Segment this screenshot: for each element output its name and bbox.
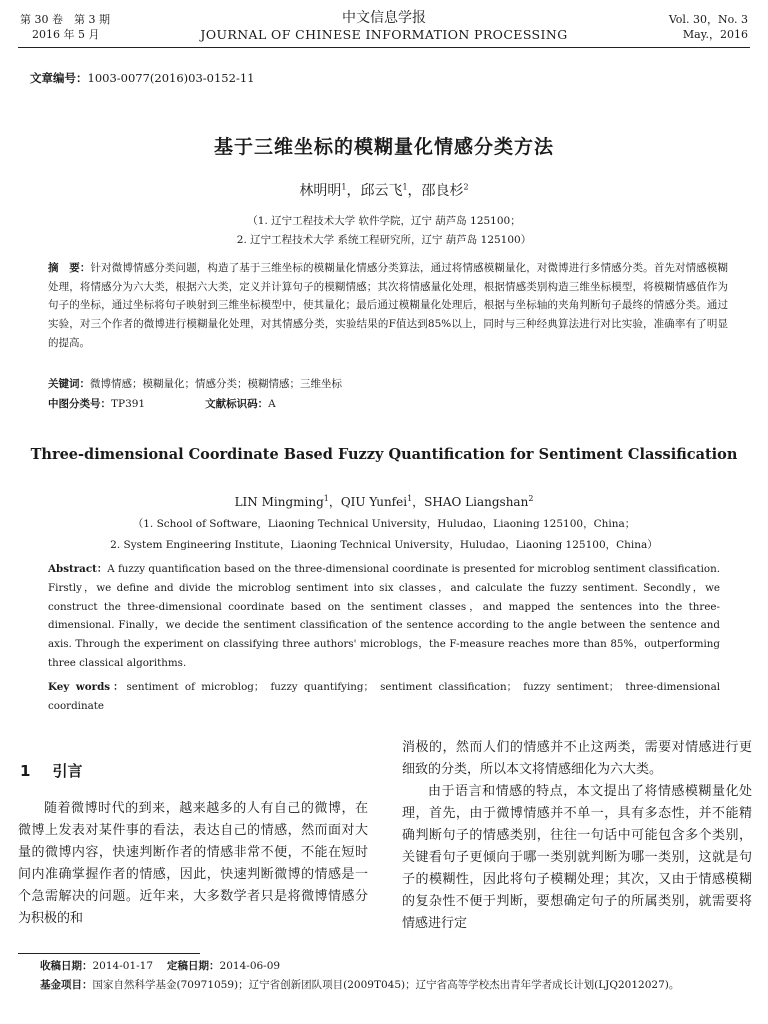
running-header-center <box>160 10 608 42</box>
author-name: 林明明 <box>299 183 342 199</box>
body-paragraph: 消极的，然而人们的情感并不止这两类，需要对情感进行更细致的分类，所以本文将情感细化为六大类。 <box>402 740 752 777</box>
author-affiliation-mark: 2 <box>528 494 534 503</box>
keywords-en-label: Key words： <box>48 681 127 693</box>
abstract-cn-label: 摘 要： <box>48 262 91 274</box>
author-name: ，邵良杉 <box>407 183 464 199</box>
body-paragraph: 随着微博时代的到来，越来越多的人有自己的微博，在微博上发表对某件事的看法，表达自己的情感，然而面对大量的微博内容，快速判断作者的情感非常不便，不能在短时间内准确掌握作者的情感，因此，快速判断微博的情感是一个急需解决的问题。近年来，大多数学者只是将微博情感分为积极的和 <box>18 801 368 926</box>
running-header-left <box>20 12 170 42</box>
classification-line <box>48 395 448 414</box>
article-number-label: 文章编号： <box>30 71 88 85</box>
authors-en <box>0 493 768 510</box>
section-number: 1 <box>20 762 31 780</box>
author-name: ，SHAO Liangshan <box>412 495 529 509</box>
funding-label: 基金项目： <box>40 979 93 991</box>
keywords-cn-label: 关键词： <box>48 378 90 390</box>
clc-value: TP391 <box>111 398 146 410</box>
author-affiliation-mark: 1 <box>323 494 329 503</box>
running-header-right <box>588 12 748 42</box>
paper-title-cn: 基于三维坐标的模糊量化情感分类方法 <box>213 136 554 158</box>
date-cn: 2016 年 5 月 <box>32 28 100 41</box>
affiliations-en <box>0 514 768 556</box>
author-affiliation-mark: 1 <box>341 182 347 192</box>
journal-name-en: JOURNAL OF CHINESE INFORMATION PROCESSING <box>200 27 568 42</box>
affiliations-cn <box>0 212 768 250</box>
received-date: 2014-01-17 <box>92 960 154 972</box>
keywords-en <box>48 678 720 716</box>
affiliation-line: （1. 辽宁工程技术大学 软件学院，辽宁 葫芦岛 125100； <box>247 215 521 227</box>
volume-issue-en: Vol. 30，No. 3 <box>668 13 748 26</box>
body-column-right <box>402 737 752 935</box>
header-rule <box>18 47 750 48</box>
author-affiliation-mark: 1 <box>402 182 408 192</box>
final-date: 2014-06-09 <box>219 960 281 972</box>
keywords-cn-text: 微博情感；模糊量化；情感分类；模糊情感；三维坐标 <box>90 378 342 390</box>
clc-label: 中图分类号： <box>48 398 111 410</box>
author-name: LIN Mingming <box>234 495 324 509</box>
abstract-cn-text: 针对微博情感分类问题，构造了基于三维坐标的模糊量化情感分类算法，通过将情感模糊量化，对微博进行多情感分类。首先对情感模糊处理，将情感分为六大类，根据六大类，定义并计算句子的模糊情感；其次将情感量化处理，根据情感类别构造三维坐标模型，将模糊情感值作为句子的坐标，通过坐标将句子映射到三维坐标模型中，使其量化；最后通过模糊量化处理后，根据与坐标轴的夹角判断句子最终的情感分类。通过实验，对三个作者的微博进行模糊量化处理，对其情感分类，实验结果的F值达到85%以上，同时与三种经典算法进行对比实验，准确率有了明显的提高。 <box>48 262 729 349</box>
affiliation-line: （1. School of Software，Liaoning Technical University，Huludao，Liaoning 125100，China； <box>132 518 636 530</box>
footnote-dates <box>40 957 752 976</box>
received-date-label: 收稿日期： <box>40 960 93 972</box>
paper-title-en: Three-dimensional Coordinate Based Fuzzy Quantification for Sentiment Classification <box>30 446 738 463</box>
doc-code-label: 文献标识码： <box>205 398 269 410</box>
final-date-label: 定稿日期： <box>167 960 220 972</box>
abstract-cn <box>48 259 728 353</box>
body-column-left <box>18 798 368 930</box>
affiliation-line: 2. System Engineering Institute，Liaoning Technical University，Huludao，Liaoning 125100，China） <box>110 539 658 551</box>
author-affiliation-mark: 2 <box>463 182 469 192</box>
author-name: ，邱云飞 <box>346 183 403 199</box>
keywords-cn <box>48 375 728 394</box>
body-paragraph: 由于语言和情感的特点，本文提出了将情感模糊量化处理，首先，由于微博情感并不单一，具有多态性，并不能精确判断句子的情感类别，往往一句话中可能包含多个类别，关键看句子更倾向于哪一类别就判断为哪一类别，这就是句子的模糊性，因此将句子模糊处理；其次，又由于情感模糊的复杂性不便于判断，要想确定句子的所属类别，就需要将情感进行定 <box>402 784 752 931</box>
keywords-en-text: sentiment of microblog； fuzzy quantifying； sentiment classification； fuzzy sentiment； three-dimensional coordinate <box>48 681 720 712</box>
funding-text: 国家自然科学基金(70971059)；辽宁省创新团队项目(2009T045)；辽宁省高等学校杰出青年学者成长计划(LJQ2012027)。 <box>92 979 680 991</box>
abstract-en <box>48 560 720 673</box>
author-affiliation-mark: 1 <box>407 494 413 503</box>
author-name: ，QIU Yunfei <box>328 495 408 509</box>
section-title: 引言 <box>52 762 83 780</box>
volume-issue-cn: 第 30 卷 第 3 期 <box>20 13 110 26</box>
affiliation-line: 2. 辽宁工程技术大学 系统工程研究所，辽宁 葫芦岛 125100） <box>236 234 532 246</box>
abstract-en-text: A fuzzy quantification based on the three-dimensional coordinate is presented for microblog sentiment classification. Firstly，we define and divide the microblog sentiment into six classes，and calculate the fuzzy sentiment. Secondly，we construct the three-dimensional coordinate based on the sentiment classes，and mapped the sentences into the three-dimensional. Finally，we decide the sentiment classification of the sentence according to the angle between the sentence and axis. Through the experiment on classifying three authors' microblogs，the F-measure reaches more than 85%，outperforming three classical algorithms. <box>48 563 720 669</box>
authors-cn <box>0 180 768 200</box>
footnote-rule <box>18 953 200 954</box>
journal-name-cn: 中文信息学报 <box>342 10 426 26</box>
abstract-en-label: Abstract： <box>48 563 108 575</box>
section-heading <box>20 760 82 781</box>
date-en: May.，2016 <box>682 28 748 41</box>
article-number-value: 1003-0077(2016)03-0152-11 <box>87 71 255 85</box>
doc-code-value: A <box>268 398 276 410</box>
footnote-funding <box>40 976 752 995</box>
article-number <box>30 70 254 86</box>
